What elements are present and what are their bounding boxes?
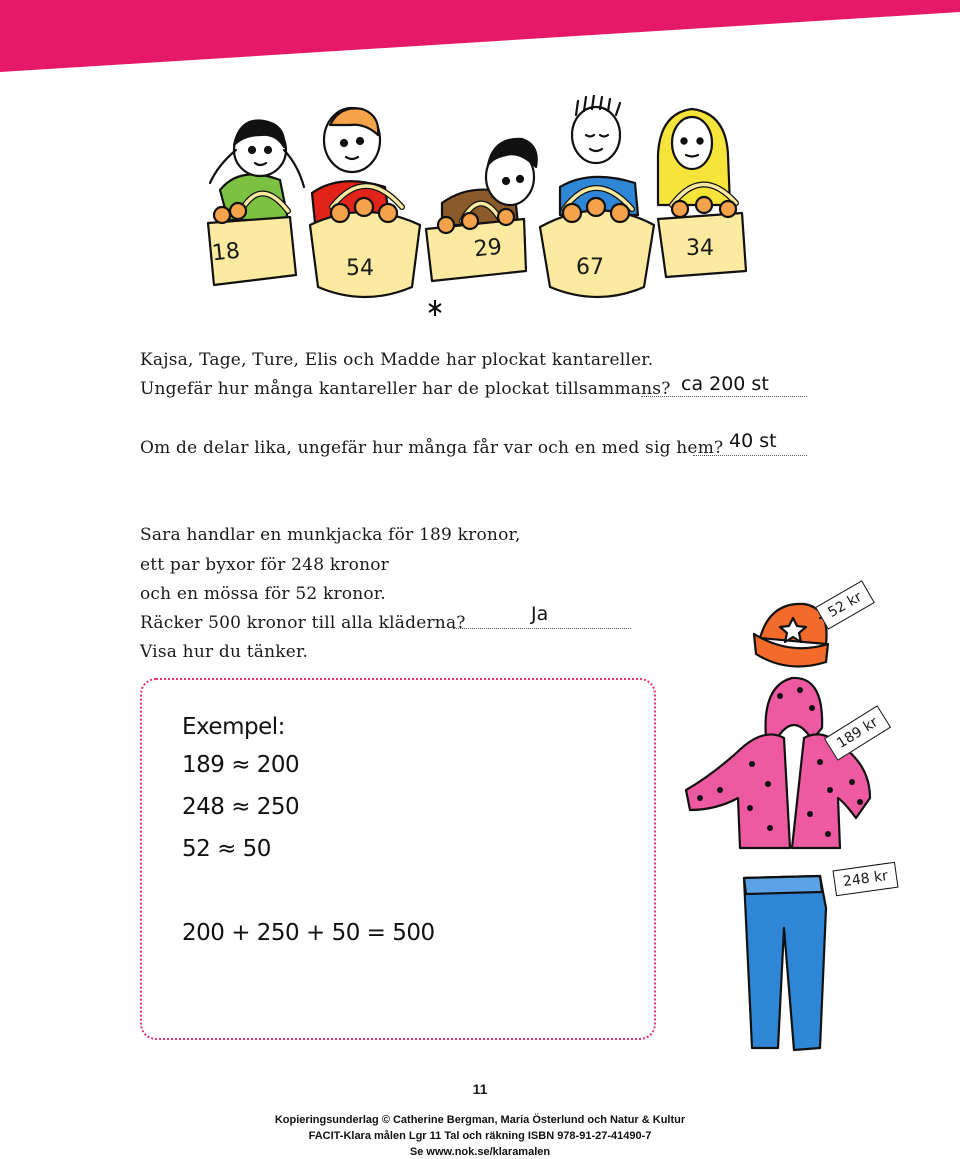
example-row-3: 52 ≈ 50	[182, 836, 271, 862]
kid-1-figure	[210, 121, 304, 221]
example-sum: 200 + 250 + 50 = 500	[182, 920, 435, 946]
task3-line-1: Sara handlar en munkjacka för 189 kronor,	[140, 525, 521, 545]
kid-2-figure	[312, 108, 390, 223]
basket-2-number: 54	[346, 256, 374, 281]
task3-question: Räcker 500 kronor till alla kläderna?	[140, 613, 466, 633]
task1-answer: ca 200 st	[681, 373, 769, 395]
kids-with-baskets-illustration	[180, 95, 760, 325]
example-row-1: 189 ≈ 200	[182, 752, 300, 778]
footer-copyright: Kopieringsunderlag © Catherine Bergman, Maria Österlund och Natur & Kultur	[274, 1114, 686, 1126]
footer-isbn: FACIT-Klara målen Lgr 11 Tal och räkning ISBN 978-91-27-41490-7	[308, 1130, 652, 1142]
task3-answer: Ja	[531, 603, 549, 625]
basket-3-number: 29	[472, 234, 504, 263]
jeans-price-tag: 248 kr	[832, 862, 898, 897]
task2-answer: 40 st	[729, 430, 777, 452]
page-number: 11	[472, 1081, 488, 1097]
example-heading: Exempel:	[182, 714, 285, 740]
task3-line-2: ett par byxor för 248 kronor	[140, 555, 389, 575]
task2-answer-line[interactable]	[693, 455, 807, 456]
basket-4-number: 67	[576, 255, 604, 280]
task3-instruction: Visa hur du tänker.	[140, 642, 309, 662]
clothing-illustration	[680, 578, 940, 1058]
basket-5-number: 34	[686, 236, 714, 261]
task1-answer-line[interactable]	[641, 396, 807, 397]
footer-link[interactable]: Se www.nok.se/klaramalen	[409, 1146, 551, 1158]
jacket-price-tag: 189 kr	[824, 705, 891, 760]
task1-question: Ungefär hur många kantareller har de plockat tillsammans?	[140, 379, 671, 399]
jeans-figure	[744, 876, 826, 1050]
kid-3-figure	[442, 139, 537, 225]
task1-intro: Kajsa, Tage, Ture, Elis och Madde har plockat kantareller.	[140, 350, 654, 370]
hat-price-tag: 52 kr	[815, 580, 875, 630]
basket-1-number: 18	[210, 238, 242, 267]
example-row-2: 248 ≈ 250	[182, 794, 300, 820]
task2-question: Om de delar lika, ungefär hur många får var och en med sig hem?	[140, 438, 724, 458]
jacket-figure	[686, 678, 870, 848]
sparkle-icon	[426, 298, 444, 318]
task3-answer-line[interactable]	[453, 628, 631, 629]
top-accent-band	[0, 0, 960, 80]
task3-line-3: och en mössa för 52 kronor.	[140, 584, 386, 604]
